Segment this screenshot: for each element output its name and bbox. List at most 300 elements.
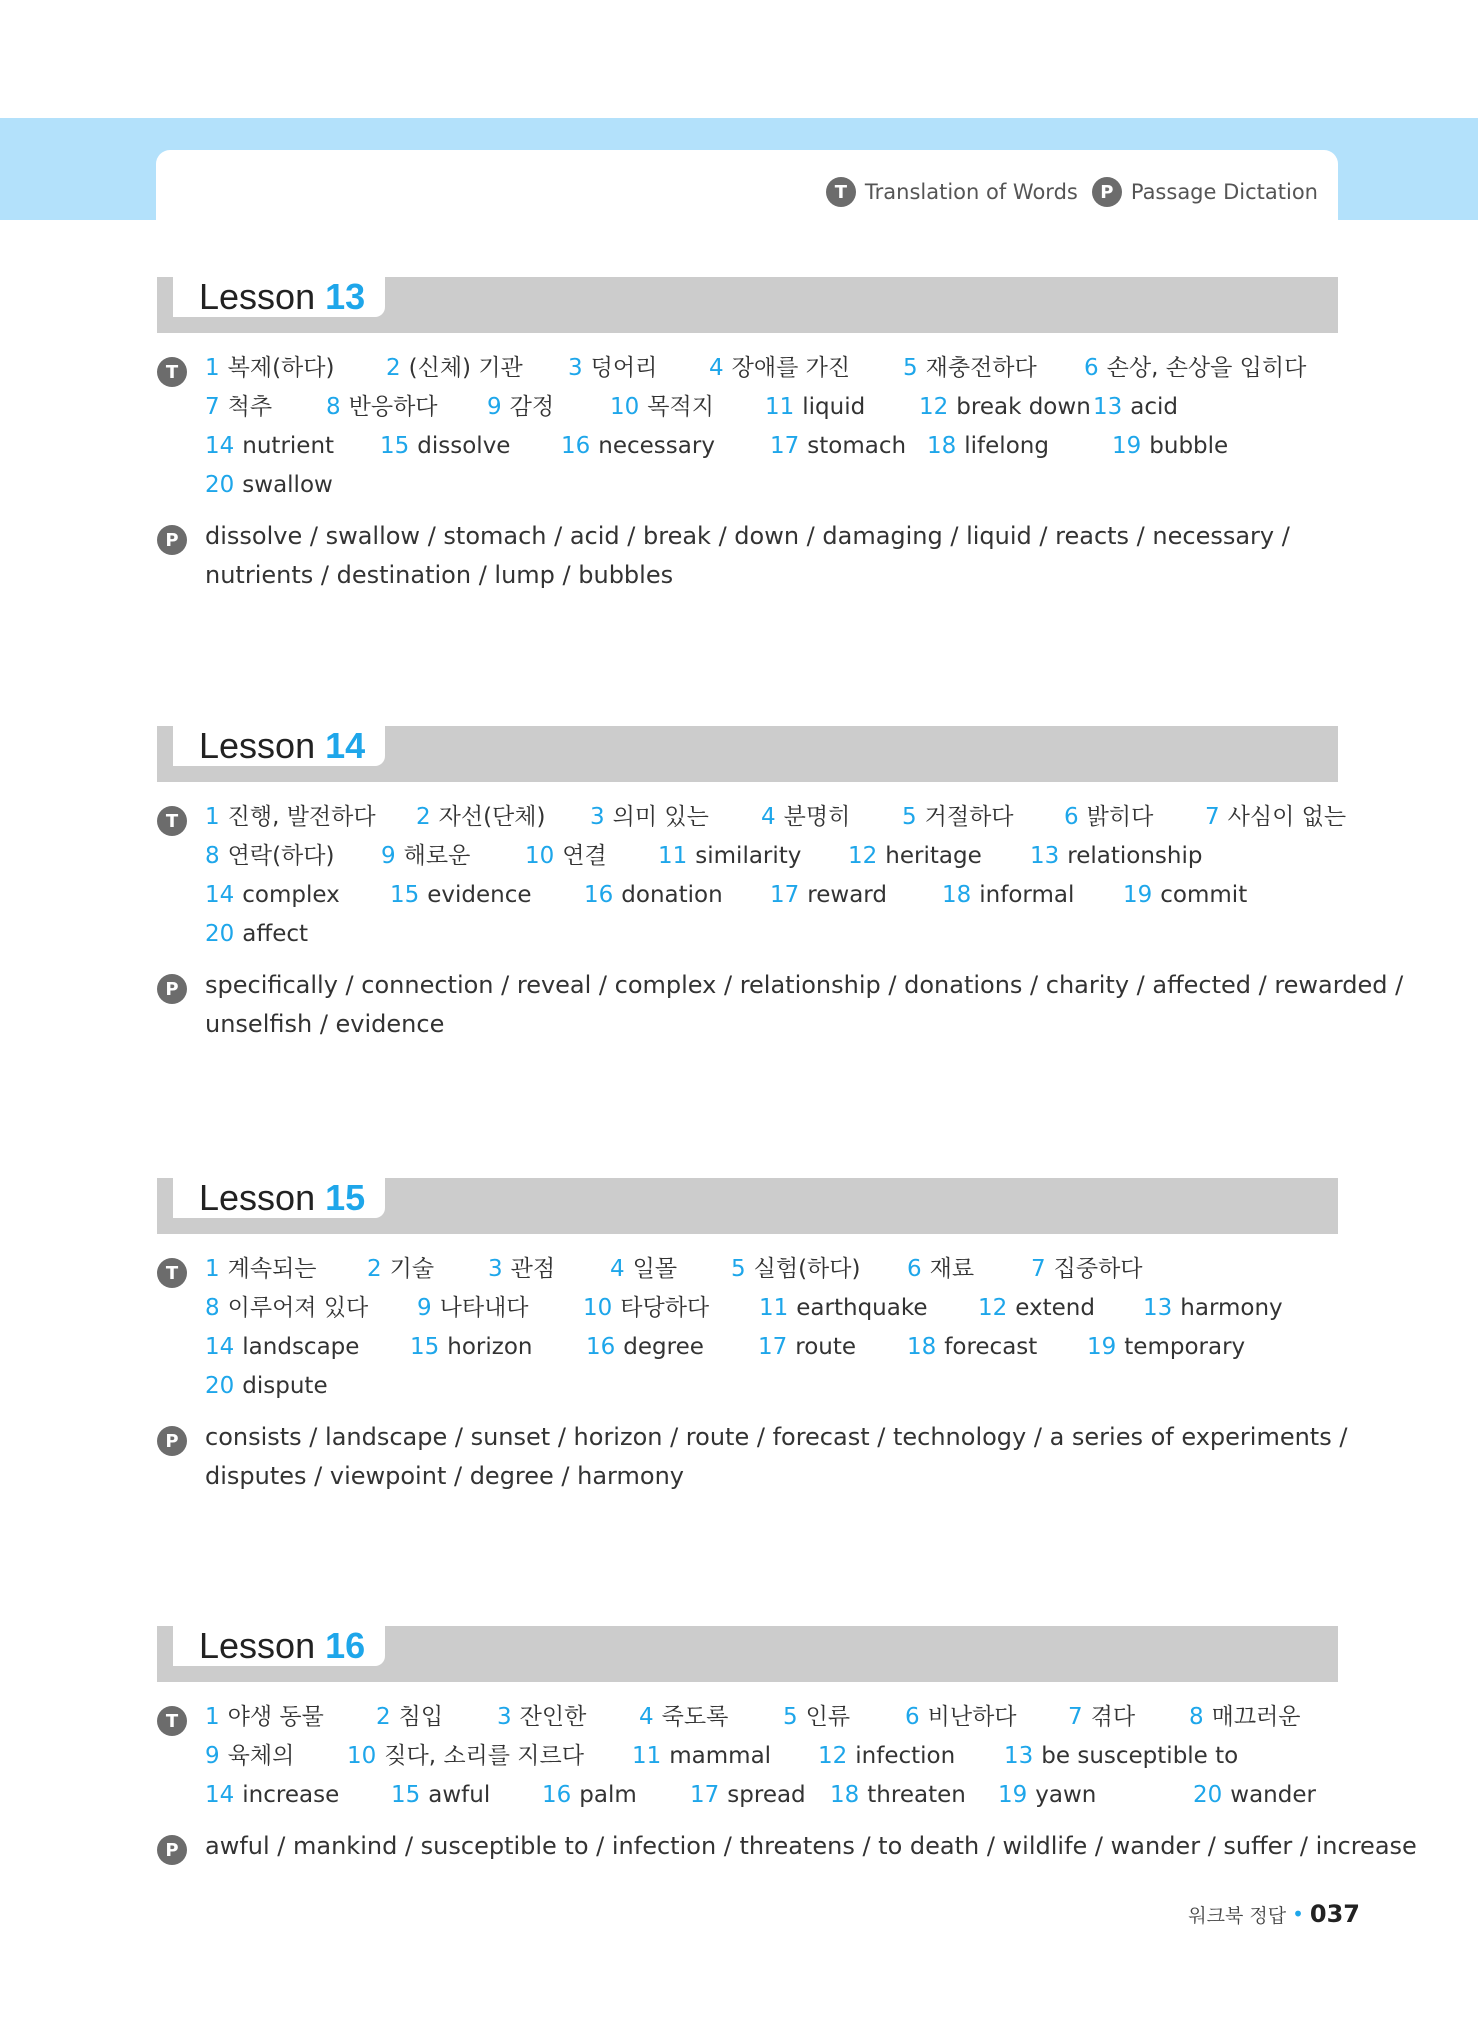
word-number: 6 bbox=[1084, 355, 1099, 381]
word-number: 10 bbox=[525, 843, 555, 869]
word-item bbox=[1205, 798, 1346, 837]
word-item bbox=[770, 876, 887, 915]
page-number: 037 bbox=[1309, 1900, 1360, 1928]
word-text: 비난하다 bbox=[927, 1704, 1017, 1730]
p-badge-icon: P bbox=[157, 525, 187, 555]
word-text: awful bbox=[428, 1782, 491, 1808]
word-number: 8 bbox=[1189, 1704, 1204, 1730]
lesson-title bbox=[173, 726, 385, 766]
word-row bbox=[157, 1367, 1338, 1406]
word-number: 1 bbox=[205, 1256, 220, 1282]
word-row bbox=[157, 388, 1338, 427]
lesson-word: Lesson bbox=[199, 1177, 316, 1218]
word-text: 관점 bbox=[510, 1256, 556, 1282]
word-text: reward bbox=[807, 882, 887, 908]
word-item bbox=[1123, 876, 1247, 915]
word-item bbox=[1064, 798, 1153, 837]
word-text: harmony bbox=[1180, 1295, 1283, 1321]
word-text: swallow bbox=[242, 472, 333, 498]
word-item bbox=[390, 876, 532, 915]
word-text: palm bbox=[579, 1782, 637, 1808]
word-text: evidence bbox=[427, 882, 532, 908]
word-text: temporary bbox=[1124, 1334, 1246, 1360]
word-item bbox=[590, 798, 709, 837]
dictation-block bbox=[157, 966, 1404, 1044]
word-text: 일몰 bbox=[632, 1256, 678, 1282]
word-number: 19 bbox=[1112, 433, 1142, 459]
word-number: 20 bbox=[1193, 1782, 1223, 1808]
word-number: 7 bbox=[205, 394, 220, 420]
word-item bbox=[525, 837, 607, 876]
word-item bbox=[205, 1776, 339, 1815]
word-item bbox=[1031, 1250, 1143, 1289]
word-text: 잔인한 bbox=[519, 1704, 587, 1730]
word-item bbox=[386, 349, 523, 388]
word-text: 재료 bbox=[929, 1256, 975, 1282]
lesson-header-bar bbox=[157, 1626, 1338, 1682]
word-item bbox=[759, 1289, 928, 1328]
word-number: 16 bbox=[584, 882, 614, 908]
word-item bbox=[488, 1250, 555, 1289]
word-number: 20 bbox=[205, 921, 235, 947]
lesson-header-bar bbox=[157, 1178, 1338, 1234]
p-badge-icon: P bbox=[157, 1426, 187, 1456]
word-row bbox=[157, 427, 1338, 466]
word-number: 13 bbox=[1004, 1743, 1034, 1769]
word-number: 1 bbox=[205, 1704, 220, 1730]
word-item bbox=[561, 427, 715, 466]
lesson-title bbox=[173, 1626, 385, 1666]
dictation-line: awful / mankind / susceptible to / infection / threatens / to death / wildlife / wander / suffer / increase bbox=[205, 1832, 1417, 1860]
word-number: 14 bbox=[205, 882, 235, 908]
word-number: 19 bbox=[1087, 1334, 1117, 1360]
footer-dot: • bbox=[1292, 1902, 1304, 1926]
word-row bbox=[157, 1250, 1338, 1289]
translation-block bbox=[157, 1698, 1338, 1815]
word-number: 18 bbox=[907, 1334, 937, 1360]
word-number: 2 bbox=[367, 1256, 382, 1282]
word-item bbox=[927, 427, 1049, 466]
lesson-number: 14 bbox=[325, 725, 366, 766]
word-item bbox=[205, 349, 334, 388]
dictation-line: dissolve / swallow / stomach / acid / break / down / damaging / liquid / reacts / necessary / bbox=[205, 522, 1290, 550]
word-row bbox=[157, 349, 1338, 388]
word-text: 기술 bbox=[389, 1256, 435, 1282]
translation-block bbox=[157, 1250, 1338, 1406]
word-text: donation bbox=[621, 882, 723, 908]
lesson-section bbox=[157, 277, 1338, 595]
word-text: 진행, 발전하다 bbox=[227, 804, 376, 830]
word-number: 13 bbox=[1093, 394, 1123, 420]
word-text: stomach bbox=[807, 433, 907, 459]
word-row bbox=[157, 798, 1347, 837]
word-item bbox=[903, 349, 1037, 388]
word-number: 9 bbox=[205, 1743, 220, 1769]
word-text: relationship bbox=[1067, 843, 1203, 869]
word-item bbox=[205, 1367, 328, 1406]
word-text: 연락(하다) bbox=[227, 843, 335, 869]
word-item bbox=[1030, 837, 1202, 876]
word-item bbox=[848, 837, 982, 876]
lesson-word: Lesson bbox=[199, 276, 316, 317]
word-item bbox=[205, 1737, 294, 1776]
word-text: route bbox=[795, 1334, 857, 1360]
word-number: 3 bbox=[497, 1704, 512, 1730]
word-row bbox=[157, 915, 1338, 954]
word-text: earthquake bbox=[796, 1295, 928, 1321]
word-text: degree bbox=[623, 1334, 704, 1360]
word-item bbox=[902, 798, 1014, 837]
word-row bbox=[157, 1737, 1338, 1776]
word-item bbox=[205, 915, 308, 954]
word-item bbox=[610, 1250, 677, 1289]
word-number: 7 bbox=[1031, 1256, 1046, 1282]
t-badge-icon: T bbox=[826, 177, 856, 207]
word-text: 실험(하다) bbox=[753, 1256, 861, 1282]
word-number: 6 bbox=[1064, 804, 1079, 830]
word-text: 타당하다 bbox=[620, 1295, 710, 1321]
word-number: 6 bbox=[905, 1704, 920, 1730]
word-item bbox=[1193, 1776, 1316, 1815]
word-text: lifelong bbox=[964, 433, 1049, 459]
word-item bbox=[998, 1776, 1096, 1815]
word-item bbox=[326, 388, 438, 427]
word-number: 12 bbox=[818, 1743, 848, 1769]
word-text: mammal bbox=[669, 1743, 772, 1769]
word-number: 10 bbox=[610, 394, 640, 420]
word-item bbox=[583, 1289, 709, 1328]
word-text: 장애를 가진 bbox=[731, 355, 851, 381]
word-number: 9 bbox=[381, 843, 396, 869]
word-item bbox=[978, 1289, 1095, 1328]
word-item bbox=[709, 349, 850, 388]
word-number: 11 bbox=[765, 394, 795, 420]
word-item bbox=[1143, 1289, 1283, 1328]
word-item bbox=[905, 1698, 1017, 1737]
translation-block bbox=[157, 349, 1338, 505]
word-text: bubble bbox=[1149, 433, 1229, 459]
word-number: 2 bbox=[386, 355, 401, 381]
word-text: 목적지 bbox=[647, 394, 714, 420]
lesson-section bbox=[157, 1625, 1417, 1866]
word-text: be susceptible to bbox=[1041, 1743, 1239, 1769]
word-text: 척추 bbox=[227, 394, 273, 420]
word-text: 손상, 손상을 입히다 bbox=[1106, 355, 1307, 381]
dictation-block bbox=[157, 1827, 1417, 1866]
word-item bbox=[205, 798, 376, 837]
word-text: 덩어리 bbox=[590, 355, 658, 381]
word-item bbox=[542, 1776, 637, 1815]
word-number: 9 bbox=[417, 1295, 432, 1321]
word-number: 1 bbox=[205, 355, 220, 381]
word-row bbox=[157, 1698, 1338, 1737]
word-number: 18 bbox=[927, 433, 957, 459]
word-item bbox=[205, 1289, 368, 1328]
legend-translation bbox=[826, 177, 1078, 207]
word-number: 16 bbox=[561, 433, 591, 459]
word-item bbox=[1087, 1328, 1245, 1367]
lesson-title bbox=[173, 277, 385, 317]
word-number: 5 bbox=[783, 1704, 798, 1730]
word-number: 1 bbox=[205, 804, 220, 830]
lesson-header-bar bbox=[157, 277, 1338, 333]
word-text: 나타내다 bbox=[439, 1295, 529, 1321]
word-number: 3 bbox=[590, 804, 605, 830]
word-number: 17 bbox=[770, 882, 800, 908]
word-item bbox=[818, 1737, 955, 1776]
word-number: 10 bbox=[347, 1743, 377, 1769]
word-text: 짖다, 소리를 지르다 bbox=[384, 1743, 584, 1769]
word-item bbox=[376, 1698, 443, 1737]
word-item bbox=[765, 388, 865, 427]
word-number: 20 bbox=[205, 472, 235, 498]
word-text: heritage bbox=[885, 843, 982, 869]
word-number: 8 bbox=[205, 1295, 220, 1321]
word-item bbox=[568, 349, 657, 388]
footer-label: 워크북 정답 bbox=[1188, 1904, 1287, 1927]
word-item bbox=[639, 1698, 728, 1737]
word-number: 5 bbox=[731, 1256, 746, 1282]
word-row bbox=[157, 876, 1338, 915]
word-number: 19 bbox=[1123, 882, 1153, 908]
word-text: 밝히다 bbox=[1086, 804, 1154, 830]
t-badge-icon: T bbox=[157, 357, 187, 387]
p-badge-icon: P bbox=[157, 1835, 187, 1865]
dictation-line: consists / landscape / sunset / horizon / route / forecast / technology / a series of experiments / bbox=[205, 1423, 1348, 1451]
lesson-title bbox=[173, 1178, 385, 1218]
word-text: 집중하다 bbox=[1053, 1256, 1143, 1282]
word-text: extend bbox=[1015, 1295, 1095, 1321]
word-item bbox=[205, 1250, 317, 1289]
lesson-section bbox=[157, 1177, 1348, 1496]
word-text: break down bbox=[956, 394, 1091, 420]
word-number: 15 bbox=[390, 882, 420, 908]
word-number: 8 bbox=[326, 394, 341, 420]
p-badge-icon: P bbox=[1092, 177, 1122, 207]
word-number: 3 bbox=[488, 1256, 503, 1282]
word-text: 육체의 bbox=[227, 1743, 295, 1769]
word-number: 4 bbox=[639, 1704, 654, 1730]
word-text: 해로운 bbox=[403, 843, 471, 869]
word-item bbox=[1068, 1698, 1135, 1737]
word-number: 6 bbox=[907, 1256, 922, 1282]
lesson-word: Lesson bbox=[199, 1625, 316, 1666]
word-row bbox=[157, 1328, 1338, 1367]
word-number: 15 bbox=[380, 433, 410, 459]
word-text: 의미 있는 bbox=[612, 804, 709, 830]
word-text: complex bbox=[242, 882, 340, 908]
word-item bbox=[347, 1737, 584, 1776]
dictation-line: unselfish / evidence bbox=[205, 1010, 445, 1038]
word-text: yawn bbox=[1035, 1782, 1097, 1808]
word-number: 9 bbox=[487, 394, 502, 420]
word-number: 12 bbox=[919, 394, 949, 420]
word-item bbox=[690, 1776, 806, 1815]
word-text: 거절하다 bbox=[924, 804, 1014, 830]
word-number: 11 bbox=[759, 1295, 789, 1321]
word-number: 14 bbox=[205, 1334, 235, 1360]
word-item bbox=[205, 388, 272, 427]
word-item bbox=[758, 1328, 856, 1367]
word-item bbox=[391, 1776, 490, 1815]
word-number: 13 bbox=[1143, 1295, 1173, 1321]
word-text: 재충전하다 bbox=[925, 355, 1037, 381]
word-item bbox=[770, 427, 906, 466]
word-text: horizon bbox=[447, 1334, 533, 1360]
word-number: 5 bbox=[902, 804, 917, 830]
t-badge-icon: T bbox=[157, 1706, 187, 1736]
word-item bbox=[410, 1328, 533, 1367]
word-number: 17 bbox=[690, 1782, 720, 1808]
word-text: 인류 bbox=[805, 1704, 851, 1730]
word-text: dissolve bbox=[417, 433, 511, 459]
word-number: 19 bbox=[998, 1782, 1028, 1808]
legend-dictation-label: Passage Dictation bbox=[1130, 180, 1318, 204]
word-item bbox=[783, 1698, 850, 1737]
word-item bbox=[584, 876, 723, 915]
word-text: 자선(단체) bbox=[438, 804, 546, 830]
lesson-word: Lesson bbox=[199, 725, 316, 766]
word-item bbox=[497, 1698, 586, 1737]
page-footer bbox=[1188, 1900, 1360, 1928]
word-item bbox=[1189, 1698, 1301, 1737]
dictation-line: specifically / connection / reveal / complex / relationship / donations / charity / affected / rewarded / bbox=[205, 971, 1404, 999]
word-number: 17 bbox=[758, 1334, 788, 1360]
word-text: 연결 bbox=[562, 843, 607, 869]
dictation-line: nutrients / destination / lump / bubbles bbox=[205, 561, 674, 589]
word-item bbox=[205, 1698, 324, 1737]
word-text: liquid bbox=[802, 394, 866, 420]
legend bbox=[826, 176, 1318, 208]
dictation-block bbox=[157, 1418, 1348, 1496]
lesson-header-bar bbox=[157, 726, 1338, 782]
word-text: similarity bbox=[695, 843, 802, 869]
word-number: 15 bbox=[410, 1334, 440, 1360]
legend-dictation bbox=[1092, 177, 1318, 207]
word-item bbox=[205, 837, 334, 876]
word-row bbox=[157, 1289, 1338, 1328]
word-item bbox=[731, 1250, 860, 1289]
dictation-line: disputes / viewpoint / degree / harmony bbox=[205, 1462, 684, 1490]
word-number: 17 bbox=[770, 433, 800, 459]
word-item bbox=[658, 837, 801, 876]
word-item bbox=[586, 1328, 704, 1367]
word-number: 12 bbox=[978, 1295, 1008, 1321]
word-item bbox=[367, 1250, 434, 1289]
word-number: 8 bbox=[205, 843, 220, 869]
word-text: nutrient bbox=[242, 433, 335, 459]
word-number: 7 bbox=[1068, 1704, 1083, 1730]
word-number: 18 bbox=[942, 882, 972, 908]
word-text: 침입 bbox=[398, 1704, 444, 1730]
word-item bbox=[487, 388, 554, 427]
word-item bbox=[942, 876, 1074, 915]
word-item bbox=[610, 388, 714, 427]
word-item bbox=[1112, 427, 1228, 466]
word-text: landscape bbox=[242, 1334, 360, 1360]
word-number: 7 bbox=[1205, 804, 1220, 830]
word-number: 11 bbox=[632, 1743, 662, 1769]
word-item bbox=[1084, 349, 1306, 388]
word-text: commit bbox=[1160, 882, 1248, 908]
dictation-block bbox=[157, 517, 1338, 595]
word-text: threaten bbox=[867, 1782, 966, 1808]
word-text: 겪다 bbox=[1090, 1704, 1136, 1730]
word-item bbox=[1004, 1737, 1238, 1776]
word-number: 2 bbox=[416, 804, 431, 830]
word-number: 5 bbox=[903, 355, 918, 381]
lesson-number: 15 bbox=[325, 1177, 366, 1218]
word-text: 야생 동물 bbox=[227, 1704, 324, 1730]
word-text: dispute bbox=[242, 1373, 328, 1399]
word-number: 14 bbox=[205, 1782, 235, 1808]
lesson-section bbox=[157, 725, 1404, 1044]
word-item bbox=[907, 1328, 1037, 1367]
word-number: 10 bbox=[583, 1295, 613, 1321]
t-badge-icon: T bbox=[157, 806, 187, 836]
p-badge-icon: P bbox=[157, 974, 187, 1004]
word-text: 감정 bbox=[509, 394, 555, 420]
word-number: 13 bbox=[1030, 843, 1060, 869]
word-item bbox=[761, 798, 850, 837]
word-text: 복제(하다) bbox=[227, 355, 335, 381]
word-item bbox=[205, 876, 340, 915]
word-number: 2 bbox=[376, 1704, 391, 1730]
word-number: 12 bbox=[848, 843, 878, 869]
translation-block bbox=[157, 798, 1347, 954]
word-text: affect bbox=[242, 921, 309, 947]
word-item bbox=[381, 837, 470, 876]
word-text: 사심이 없는 bbox=[1227, 804, 1347, 830]
word-item bbox=[205, 466, 333, 505]
word-item bbox=[1093, 388, 1178, 427]
word-item bbox=[919, 388, 1091, 427]
word-number: 3 bbox=[568, 355, 583, 381]
word-text: forecast bbox=[944, 1334, 1038, 1360]
word-number: 15 bbox=[391, 1782, 421, 1808]
word-item bbox=[416, 798, 545, 837]
word-row bbox=[157, 837, 1338, 876]
word-text: necessary bbox=[598, 433, 715, 459]
word-text: (신체) 기관 bbox=[408, 355, 523, 381]
word-number: 18 bbox=[830, 1782, 860, 1808]
word-text: acid bbox=[1130, 394, 1179, 420]
word-number: 4 bbox=[761, 804, 776, 830]
word-item bbox=[632, 1737, 771, 1776]
word-number: 4 bbox=[610, 1256, 625, 1282]
word-text: spread bbox=[727, 1782, 806, 1808]
word-text: wander bbox=[1230, 1782, 1316, 1808]
word-row bbox=[157, 466, 1338, 505]
word-item bbox=[907, 1250, 974, 1289]
word-text: increase bbox=[242, 1782, 340, 1808]
word-text: informal bbox=[979, 882, 1075, 908]
word-number: 14 bbox=[205, 433, 235, 459]
word-item bbox=[205, 427, 334, 466]
word-number: 20 bbox=[205, 1373, 235, 1399]
word-item bbox=[380, 427, 510, 466]
word-number: 16 bbox=[586, 1334, 616, 1360]
word-row bbox=[157, 1776, 1338, 1815]
word-item bbox=[830, 1776, 966, 1815]
legend-translation-label: Translation of Words bbox=[864, 180, 1078, 204]
word-text: 반응하다 bbox=[348, 394, 438, 420]
t-badge-icon: T bbox=[157, 1258, 187, 1288]
lesson-number: 13 bbox=[325, 276, 366, 317]
word-text: 죽도록 bbox=[661, 1704, 729, 1730]
word-number: 4 bbox=[709, 355, 724, 381]
word-text: 분명히 bbox=[783, 804, 851, 830]
